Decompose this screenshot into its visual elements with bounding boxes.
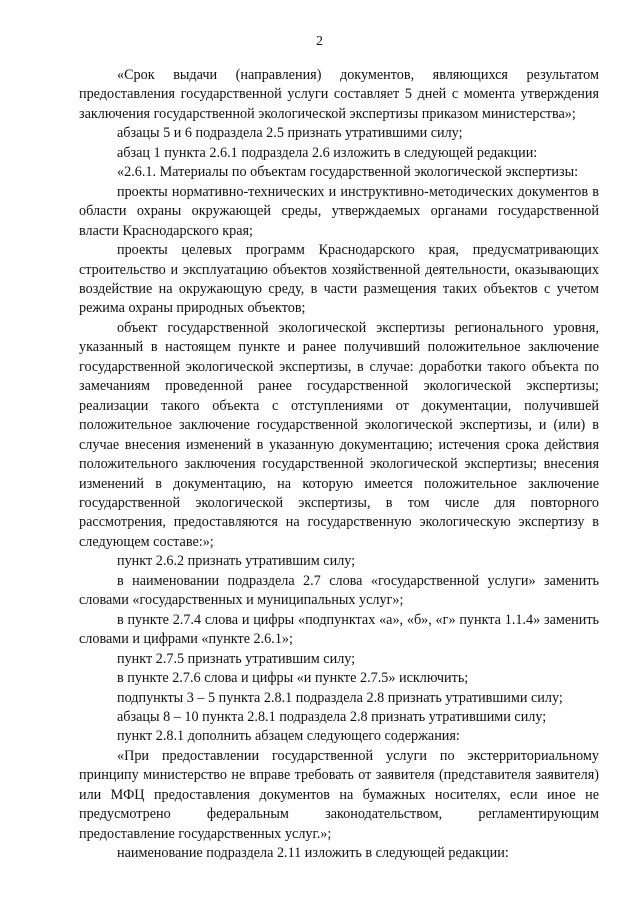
- paragraph-2-8-1-subitems: подпункты 3 – 5 пункта 2.8.1 подраздела 2.8 признать утратившими силу;: [117, 689, 563, 706]
- paragraph-2-7-title: в наименовании подраздела 2.7 слова «государственной услуги» заменить словами «государственных и муниципальных услуг»;: [79, 572, 599, 609]
- paragraph-target-programs: проекты целевых программ Краснодарского края, предусматривающих строительство и эксплуатацию объектов хозяйственной деятельности, оказывающих воздействие на окружающую среду, в части размещения таких объектов с учетом режима охраны природных объектов;: [79, 242, 599, 317]
- paragraph-normative-projects: проекты нормативно-технических и инструктивно-методических документов в области охраны окружающей среды, утверждаемых органами государственной власти Краснодарского края;: [79, 183, 599, 239]
- paragraph-2-6-2-repeal: пункт 2.6.2 признать утратившим силу;: [117, 553, 356, 570]
- paragraph-2-7-6: в пункте 2.7.6 слова и цифры «и пункте 2.7.5» исключить;: [117, 670, 469, 687]
- paragraph-extraterritorial: «При предоставлении государственной услуги по экстерриториальному принципу министерство не вправе требовать от заявителя (представителя заявителя) или МФЦ предоставления документов на бумажных носителях, если иное не предусмотрено федеральным законодательством, регламентирующим предоставление государственных услуг.»;: [79, 747, 599, 842]
- page-number: 2: [316, 34, 323, 49]
- paragraph-2-7-4: в пункте 2.7.4 слова и цифры «подпунктах «а», «б», «г» пункта 1.1.4» заменить словами и цифрами «пункте 2.6.1»;: [79, 611, 599, 648]
- paragraph-2-6-1-intro: абзац 1 пункта 2.6.1 подраздела 2.6 изложить в следующей редакции:: [117, 144, 538, 161]
- document-body: [79, 66, 599, 864]
- paragraph-2-8-1-supplement: пункт 2.8.1 дополнить абзацем следующего содержания:: [117, 728, 460, 745]
- paragraph-2-5-repeal: абзацы 5 и 6 подраздела 2.5 признать утратившими силу;: [117, 125, 463, 142]
- paragraph-deadline: «Срок выдачи (направления) документов, являющихся результатом предоставления государственной услуги составляет 5 дней с момента утверждения заключения государственной экологической экспертизы приказом министерства»;: [79, 67, 599, 122]
- paragraph-regional-object: объект государственной экологической экспертизы регионального уровня, указанный в настоящем пункте и ранее получивший положительное заключение государственной экологической экспертизы, в случае: доработки такого объекта по замечаниям проведенной ранее государственной экологической экспертизы; реализации такого объекта с отступлениями от документации, получившей положительное заключение государственной экологической экспертизы, и (или) в случае внесения изменений в указанную документацию; истечения срока действия положительного заключения государственной экологической экспертизы; внесения изменений в документацию, на которую имеется положительное заключение государственной экологической экспертизы, в том числе для повторного рассмотрения, предоставляются на государственную экологическую экспертизу в следующем составе:»;: [79, 319, 599, 550]
- paragraph-2-6-1-materials: «2.6.1. Материалы по объектам государственной экологической экспертизы:: [117, 164, 579, 181]
- paragraph-2-8-1-abzacy: абзацы 8 – 10 пункта 2.8.1 подраздела 2.8 признать утратившими силу;: [117, 708, 547, 725]
- paragraph-2-11-title: наименование подраздела 2.11 изложить в следующей редакции:: [117, 845, 509, 862]
- paragraph-2-7-5-repeal: пункт 2.7.5 признать утратившим силу;: [117, 650, 356, 667]
